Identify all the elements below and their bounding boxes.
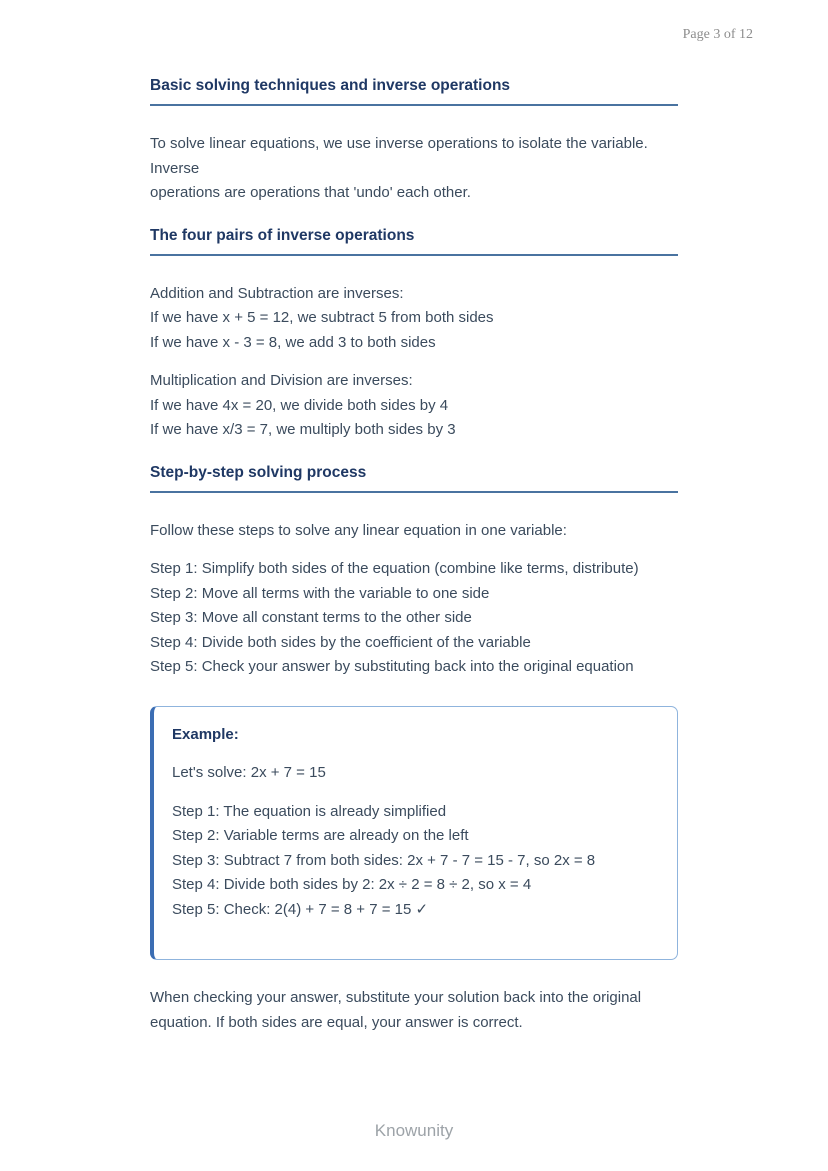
process-intro: Follow these steps to solve any linear equation in one variable: <box>150 521 567 539</box>
intro-paragraph <box>150 132 678 206</box>
process-step: Step 4: Divide both sides by the coefficient of the variable <box>150 633 531 651</box>
process-step: Step 2: Move all terms with the variable to one side <box>150 584 490 602</box>
page-number: Page 3 of 12 <box>682 27 753 42</box>
process-step: Step 5: Check your answer by substituting back into the original equation <box>150 658 634 675</box>
example-step: Step 2: Variable terms are already on the left <box>172 827 469 844</box>
example-label: Example: <box>172 725 239 743</box>
example-step: Step 4: Divide both sides by 2: 2x ÷ 2 = 8 ÷ 2, so x = 4 <box>172 876 532 893</box>
example-callout-box <box>150 706 678 961</box>
addition-subtraction-block <box>150 282 678 356</box>
paragraph-line: If we have x - 3 = 8, we add 3 to both sides <box>150 333 436 351</box>
paragraph-line: Multiplication and Division are inverses: <box>150 372 413 389</box>
multiplication-division-block <box>150 369 678 443</box>
example-step: Step 5: Check: 2(4) + 7 = 8 + 7 = 15 ✓ <box>172 900 429 918</box>
section-heading-basic-solving: Basic solving techniques and inverse operations <box>150 76 678 106</box>
paragraph-line: When checking your answer, substitute your solution back into the original <box>150 989 642 1006</box>
paragraph-line: If we have 4x = 20, we divide both sides by 4 <box>150 396 449 414</box>
section-heading-inverse-pairs: The four pairs of inverse operations <box>150 226 678 256</box>
closing-paragraph <box>150 986 678 1035</box>
paragraph-line: operations are operations that 'undo' each other. <box>150 184 471 201</box>
paragraph-line: Addition and Subtraction are inverses: <box>150 284 404 302</box>
paragraph-line: To solve linear equations, we use inverse operations to isolate the variable. Inverse <box>150 135 648 177</box>
paragraph-line: If we have x/3 = 7, we multiply both sides by 3 <box>150 421 456 438</box>
example-step: Step 3: Subtract 7 from both sides: 2x + 7 - 7 = 15 - 7, so 2x = 8 <box>172 851 596 869</box>
section-heading-step-by-step: Step-by-step solving process <box>150 463 678 493</box>
page-content <box>150 0 678 1035</box>
paragraph-line: If we have x + 5 = 12, we subtract 5 from both sides <box>150 309 494 326</box>
footer-brand: Knowunity <box>374 1121 454 1140</box>
example-problem: Let's solve: 2x + 7 = 15 <box>172 764 326 781</box>
example-steps-list <box>172 800 657 923</box>
example-step: Step 1: The equation is already simplified <box>172 802 447 820</box>
process-step: Step 3: Move all constant terms to the other side <box>150 609 472 626</box>
paragraph-line: equation. If both sides are equal, your answer is correct. <box>150 1013 523 1031</box>
process-steps-list <box>150 557 678 680</box>
process-step: Step 1: Simplify both sides of the equation (combine like terms, distribute) <box>150 560 639 577</box>
